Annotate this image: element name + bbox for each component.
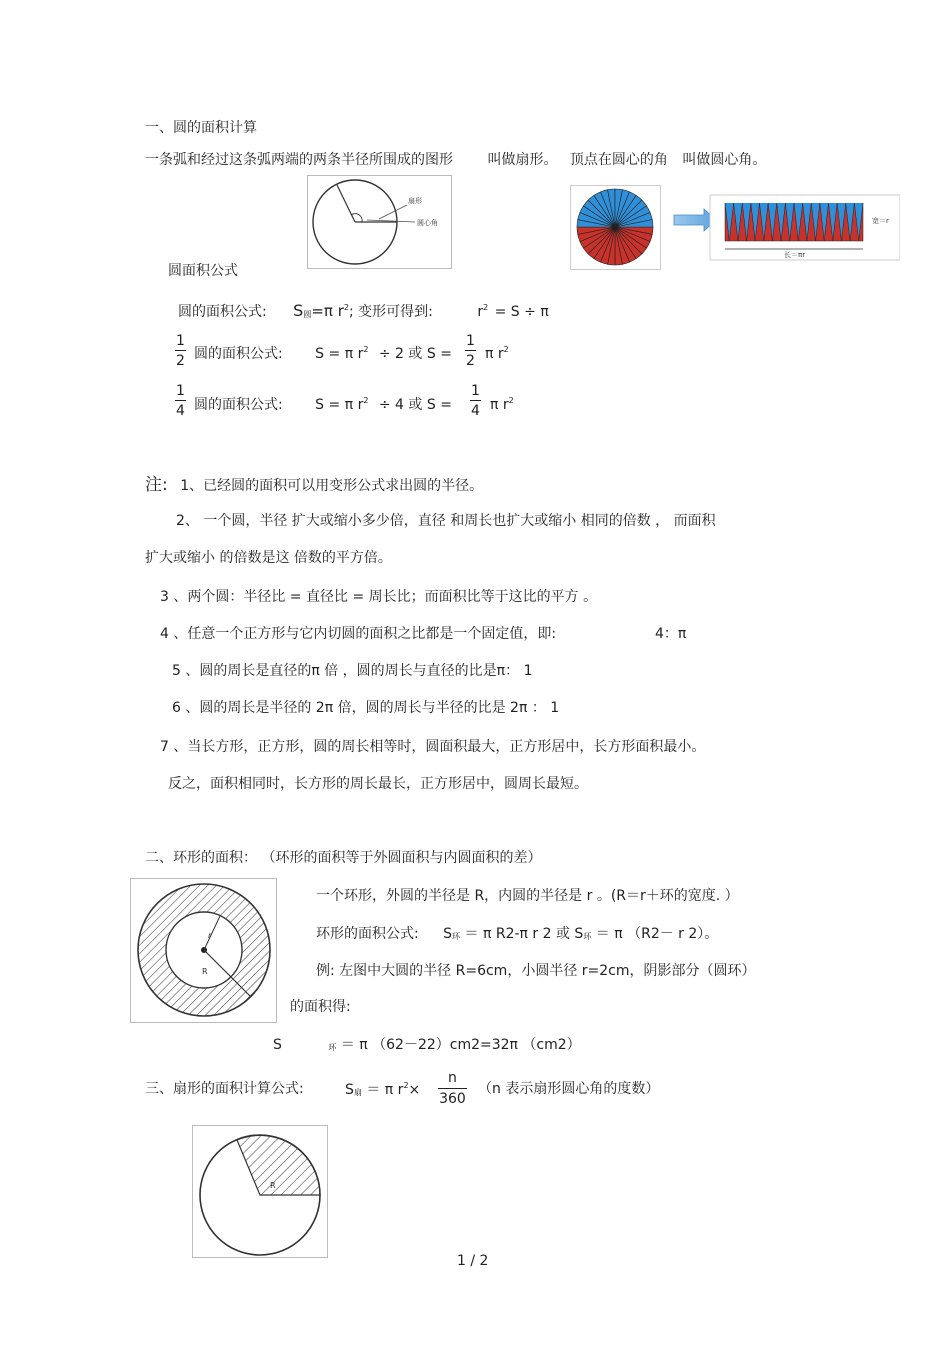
- sector-times: ×: [408, 1082, 421, 1098]
- formula2-sup: 2: [363, 345, 369, 354]
- rearranged-rectangle: [725, 203, 863, 241]
- formula3-sup: 2: [363, 396, 369, 405]
- sector-formula: [345, 1082, 420, 1097]
- sector-fraction: [438, 1071, 467, 1106]
- sector-figure: [307, 175, 452, 269]
- half-fraction: [175, 334, 186, 368]
- half-den-2: 2: [466, 353, 475, 369]
- half-num-2: 1: [466, 333, 475, 349]
- note-1-text: 1、已经圆的面积可以用变形公式求出圆的半径。: [180, 478, 484, 494]
- formula1-expr: =π r: [311, 302, 344, 320]
- circle-to-rectangle-figure: [570, 185, 900, 270]
- half-circle-formula: [194, 346, 452, 361]
- annulus-line-4: 的面积得:: [290, 999, 351, 1015]
- formula2-tail: π r: [485, 346, 504, 362]
- formula1-s: S: [293, 301, 304, 320]
- definition-part-c: 顶点在圆心的角: [569, 152, 668, 168]
- outer-radius-label: R: [202, 967, 208, 976]
- inner-radius-label: r: [208, 931, 212, 940]
- note-3: 3 、两个圆：半径比 = 直径比 = 周长比；而面积比等于这比的平方 。: [160, 589, 598, 605]
- formula1-sub: 圆: [303, 310, 312, 319]
- quarter-num-2: 1: [471, 383, 480, 399]
- annulus-line-2: [316, 927, 718, 941]
- sector-shaded-figure: [192, 1125, 328, 1258]
- sector-sup: 2: [403, 1081, 409, 1090]
- definition-part-d: 叫做圆心角。: [682, 152, 767, 168]
- annulus-formula-label: 环形的面积公式:: [316, 926, 419, 942]
- half-num: 1: [176, 333, 185, 349]
- note-marker: 注:: [145, 475, 168, 495]
- half-formula-tail: [485, 346, 509, 361]
- section3-title: 三、扇形的面积计算公式:: [145, 1081, 304, 1097]
- quarter-fraction: [175, 384, 186, 418]
- sector-s: S: [345, 1082, 354, 1098]
- page-number: 1 / 2: [457, 1253, 489, 1269]
- annulus-formula-b: ＝ π （R2－ r 2）。: [595, 926, 719, 942]
- formula3-label: 圆的面积公式:: [194, 397, 283, 413]
- rect-length-label: 长＝πr: [784, 251, 806, 259]
- note-5: 5 、圆的周长是直径的π 倍 ，圆的周长与直径的比是π： 1: [172, 663, 533, 679]
- half-fraction-2: [465, 334, 476, 368]
- sector-radius-label: R: [270, 1181, 276, 1190]
- area-formula-subhead: 圆面积公式: [168, 263, 238, 279]
- sector-definition: [145, 153, 766, 167]
- annulus-s: S: [443, 926, 453, 942]
- calc-expr: ＝ π （62－22）cm2=32π （cm2）: [340, 1037, 581, 1053]
- annulus-formula-a: ＝ π R2-π r 2 或 S: [464, 926, 584, 942]
- formula1-sup: 2: [343, 303, 349, 312]
- quarter-circle-formula: [194, 397, 452, 412]
- section1-title: 一、圆的面积计算: [145, 120, 257, 136]
- annulus-sub: 环: [452, 932, 461, 941]
- quarter-den-2: 4: [471, 403, 480, 419]
- calc-sub: 环: [328, 1043, 337, 1052]
- quarter-den: 4: [176, 403, 185, 419]
- circle-area-formula: [178, 303, 549, 319]
- formula2-label: 圆的面积公式:: [194, 346, 283, 362]
- definition-text: 一条弧和经过这条弧两端的两条半径所围成的图形: [145, 152, 453, 168]
- formula2-sup2: 2: [503, 345, 509, 354]
- sector-expr: ＝ π r: [366, 1082, 404, 1098]
- annulus-calculation: [273, 1038, 581, 1052]
- calc-s: S: [273, 1037, 282, 1053]
- annulus-line-3: 例: 左图中大圆的半径 R=6cm，小圆半径 r=2cm，阴影部分（圆环）: [316, 963, 756, 979]
- quarter-num: 1: [176, 383, 185, 399]
- note-2a: 2、 一个圆，半径 扩大或缩小多少倍，直径 和周长也扩大或缩小 相同的倍数 ， 而面积: [176, 513, 716, 529]
- sliced-circle: [577, 189, 653, 265]
- formula3-sup2: 2: [508, 396, 514, 405]
- note-7b: 反之，面积相同时，长方形的周长最长，正方形居中，圆周长最短。: [168, 776, 588, 792]
- sector-formula-note: （n 表示扇形圆心角的度数）: [478, 1081, 660, 1097]
- sector-frac-den: 360: [439, 1091, 466, 1107]
- note-1: [145, 477, 483, 494]
- formula3-tail: π r: [490, 397, 509, 413]
- quarter-formula-tail: [490, 397, 514, 412]
- central-angle-label: 圆心角: [417, 219, 438, 227]
- sector-sub: 扇: [353, 1088, 362, 1097]
- formula3-alt: ÷ 4 或 S =: [378, 397, 452, 413]
- section2-title: 二、环形的面积： （环形的面积等于外圆面积与内圆面积的差）: [145, 850, 542, 866]
- note-2b: 扩大或缩小 的倍数是这 倍数的平方倍。: [145, 550, 392, 566]
- note-4-value: 4：π: [655, 626, 687, 642]
- sector-label: 扇形: [408, 197, 422, 205]
- formula3-expr: S = π r: [315, 397, 364, 413]
- annulus-sub-2: 环: [583, 932, 592, 941]
- note-4: 4 、任意一个正方形与它内切圆的面积之比都是一个固定值，即:: [160, 626, 557, 642]
- rect-width-label: 宽＝r: [872, 217, 889, 225]
- formula1-r: r: [477, 304, 484, 320]
- formula1-result: = S ÷ π: [494, 304, 549, 320]
- formula2-expr: S = π r: [315, 346, 364, 362]
- annulus-figure: [130, 878, 277, 1023]
- formula2-alt: ÷ 2 或 S =: [378, 346, 452, 362]
- half-den: 2: [176, 353, 185, 369]
- sector-frac-num: n: [438, 1071, 467, 1089]
- annulus-line-1: 一个环形，外圆的半径是 R，内圆的半径是 r 。(R＝r＋环的宽度. ）: [316, 888, 739, 904]
- note-7: 7 、当长方形，正方形，圆的周长相等时，圆面积最大，正方形居中，长方形面积最小。: [160, 739, 706, 755]
- note-6: 6 、圆的周长是半径的 2π 倍，圆的周长与半径的比是 2π ： 1: [172, 700, 560, 716]
- formula1-rsup: 2: [483, 303, 489, 312]
- formula1-transform: ; 变形可得到:: [348, 304, 433, 320]
- formula1-label: 圆的面积公式:: [178, 304, 267, 320]
- definition-part-b: 叫做扇形。: [487, 152, 558, 168]
- quarter-fraction-2: [470, 384, 481, 418]
